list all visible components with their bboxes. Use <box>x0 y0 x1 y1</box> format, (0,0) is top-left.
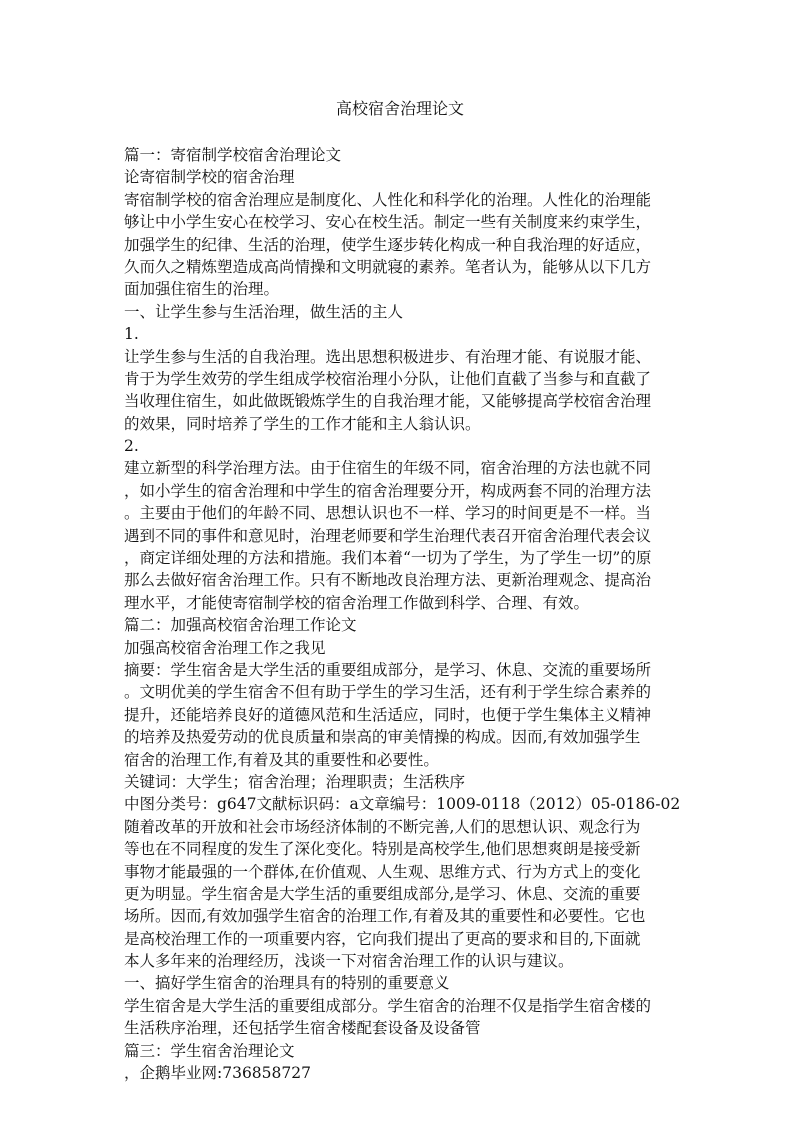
text-line: 。主要由于他们的年龄不同、思想认识也不一样、学习的时间更是不一样。当 <box>124 504 652 523</box>
text-line: 本人多年来的治理经历，浅谈一下对宿舍治理工作的认识与建议。 <box>124 952 574 971</box>
text-line: 等也在不同程度的发生了深化变化。特别是高校学生,他们思想爽朗是接受新 <box>124 840 641 859</box>
text-line: 宿舍的治理工作,有着及其的重要性和必要性。 <box>124 750 439 769</box>
text-line: 篇三：学生宿舍治理论文 <box>124 1041 295 1060</box>
text-line: 久而久之精炼塑造成高尚情操和文明就寝的素养。笔者认为，能够从以下几方 <box>124 257 652 276</box>
text-line: 让学生参与生活的自我治理。选出思想积极进步、有治理才能、有说服才能、 <box>124 347 652 366</box>
text-line: 摘要：学生宿舍是大学生活的重要组成部分，是学习、休息、交流的重要场所 <box>124 660 652 679</box>
text-line: 肯于为学生效劳的学生组成学校宿治理小分队，让他们直截了当参与和直截了 <box>124 369 652 388</box>
text-line: 1. <box>124 325 139 344</box>
text-line: 建立新型的科学治理方法。由于住宿生的年级不同，宿舍治理的方法也就不同 <box>124 459 652 478</box>
text-line: 学生宿舍是大学生活的重要组成部分。学生宿舍的治理不仅是指学生宿舍楼的 <box>124 996 652 1015</box>
text-line: ，商定详细处理的方法和措施。我们本着“一切为了学生，为了学生一切”的原 <box>124 549 652 568</box>
text-line: 提升，还能培养良好的道德风范和生活适应，同时，也便于学生集体主义精神 <box>124 705 652 724</box>
text-line: 。文明优美的学生宿舍不但有助于学生的学习生活，还有利于学生综合素养的 <box>124 683 652 702</box>
text-line: 加强学生的纪律、生活的治理，使学生逐步转化构成一种自我治理的好适应， <box>124 235 652 254</box>
text-line: 加强高校宿舍治理工作之我见 <box>124 638 326 657</box>
text-line: 事物才能最强的一个群体,在价值观、人生观、思维方式、行为方式上的变化 <box>124 862 641 881</box>
text-line: ，企鹅毕业网:736858727 <box>124 1064 311 1083</box>
text-line: 一、搞好学生宿舍的治理具有的特别的重要意义 <box>124 974 450 993</box>
text-line: 当收理住宿生，如此做既锻炼学生的自我治理才能，又能够提高学校宿舍治理 <box>124 392 652 411</box>
text-line: 的培养及热爱劳动的优良质量和崇高的审美情操的构成。因而,有效加强学生 <box>124 728 641 747</box>
text-line: 遇到不同的事件和意见时，治理老师要和学生治理代表召开宿舍治理代表会议 <box>124 526 652 545</box>
text-line: 2. <box>124 437 139 456</box>
text-line: 篇二：加强高校宿舍治理工作论文 <box>124 616 357 635</box>
text-line: 随着改革的开放和社会市场经济体制的不断完善,人们的思想认识、观念行为 <box>124 817 641 836</box>
text-line: 面加强住宿生的治理。 <box>124 280 280 299</box>
text-line: 关键词：大学生；宿舍治理；治理职责；生活秩序 <box>124 772 466 791</box>
text-line: 场所。因而,有效加强学生宿舍的治理工作,有着及其的重要性和必要性。它也 <box>124 907 646 926</box>
text-line: 够让中小学生安心在校学习、安心在校生活。制定一些有关制度来约束学生， <box>124 213 652 232</box>
text-line: 生活秩序治理，还包括学生宿舍楼配套设备及设备管 <box>124 1019 481 1038</box>
text-line: 中图分类号：g647文献标识码：a文章编号：1009-0118（2012）05-0186-02 <box>124 795 681 814</box>
text-line: 篇一：寄宿制学校宿舍治理论文 <box>124 146 342 164</box>
text-line: 一、让学生参与生活治理，做生活的主人 <box>124 302 404 321</box>
text-line: 那么去做好宿舍治理工作。只有不断地改良治理方法、更新治理观念、提高治 <box>124 571 652 590</box>
text-line: 更为明显。学生宿舍是大学生活的重要组成部分,是学习、休息、交流的重要 <box>124 884 641 903</box>
text-line: 理水平，才能使寄宿制学校的宿舍治理工作做到科学、合理、有效。 <box>124 593 590 612</box>
text-line: 是高校治理工作的一项重要内容，它向我们提出了更高的要求和目的,下面就 <box>124 929 641 948</box>
page-title: 高校宿舍治理论文 <box>335 99 464 118</box>
text-line: ，如小学生的宿舍治理和中学生的宿舍治理要分开，构成两套不同的治理方法 <box>124 481 652 500</box>
text-line: 的效果，同时培养了学生的工作才能和主人翁认识。 <box>124 414 481 433</box>
text-line: 论寄宿制学校的宿舍治理 <box>124 168 295 187</box>
text-line: 寄宿制学校的宿舍治理应是制度化、人性化和科学化的治理。人性化的治理能 <box>124 190 652 209</box>
document-body <box>124 144 684 1084</box>
